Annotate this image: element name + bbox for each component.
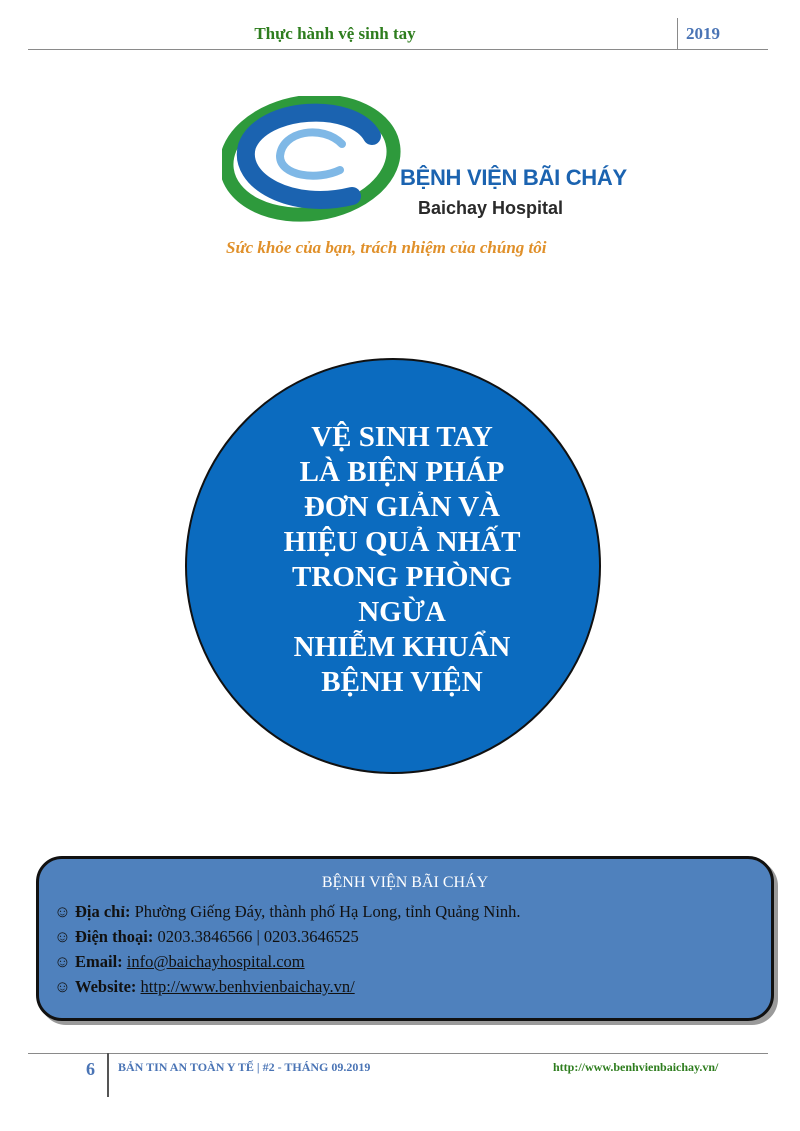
circle-line: LÀ BIỆN PHÁP [299,456,505,488]
circle-line: BỆNH VIỆN [321,666,483,698]
contact-address-line [54,902,521,922]
logo-slogan: Sức khỏe của bạn, trách nhiệm của chúng tôi [226,238,547,257]
circle-line: HIỆU QUẢ NHẤT [283,526,521,558]
footer-newsletter-title: BẢN TIN AN TOÀN Y TẾ | #2 - THÁNG 09.2019 [118,1060,371,1074]
contact-title: BỆNH VIỆN BÃI CHÁY [321,874,489,891]
address-value: Phường Giếng Đáy, thành phố Hạ Long, tỉnh Quảng Ninh. [134,902,521,921]
logo-hospital-name: BỆNH VIỆN BÃI CHÁY [400,165,627,190]
smiley-icon: ☺ [54,927,71,946]
smiley-icon: ☺ [54,952,71,971]
running-header-year: 2019 [686,24,720,43]
page-number: 6 [86,1059,95,1079]
circle-message [252,420,552,700]
circle-line: ĐƠN GIẢN VÀ [303,491,501,523]
running-header-title: Thực hành vệ sinh tay [254,24,416,43]
circle-line: NGỪA [358,596,446,628]
footer-divider [107,1053,109,1097]
circle-line: VỆ SINH TAY [311,421,493,453]
contact-phone-line [54,927,359,947]
website-link[interactable]: http://www.benhvienbaichay.vn/ [140,977,355,996]
contact-email-line [54,952,305,972]
footer-url: http://www.benhvienbaichay.vn/ [553,1060,719,1074]
phone-value: 0203.3846566 | 0203.3646525 [157,927,359,946]
footer-rule [28,1053,768,1054]
smiley-icon: ☺ [54,902,71,921]
address-label: Địa chỉ: [74,902,131,921]
circle-line: TRONG PHÒNG [292,561,512,593]
email-label: Email: [74,952,123,971]
header-divider [677,18,678,49]
contact-website-line [54,977,355,997]
email-link[interactable]: info@baichayhospital.com [126,952,305,971]
circle-line: NHIỄM KHUẨN [293,631,511,663]
header-rule [28,49,768,50]
website-label: Website: [74,977,137,996]
hospital-logo-swoosh-icon [222,96,402,226]
phone-label: Điện thoại: [74,927,154,946]
logo-hospital-name-en: Baichay Hospital [418,198,564,218]
smiley-icon: ☺ [54,977,71,996]
